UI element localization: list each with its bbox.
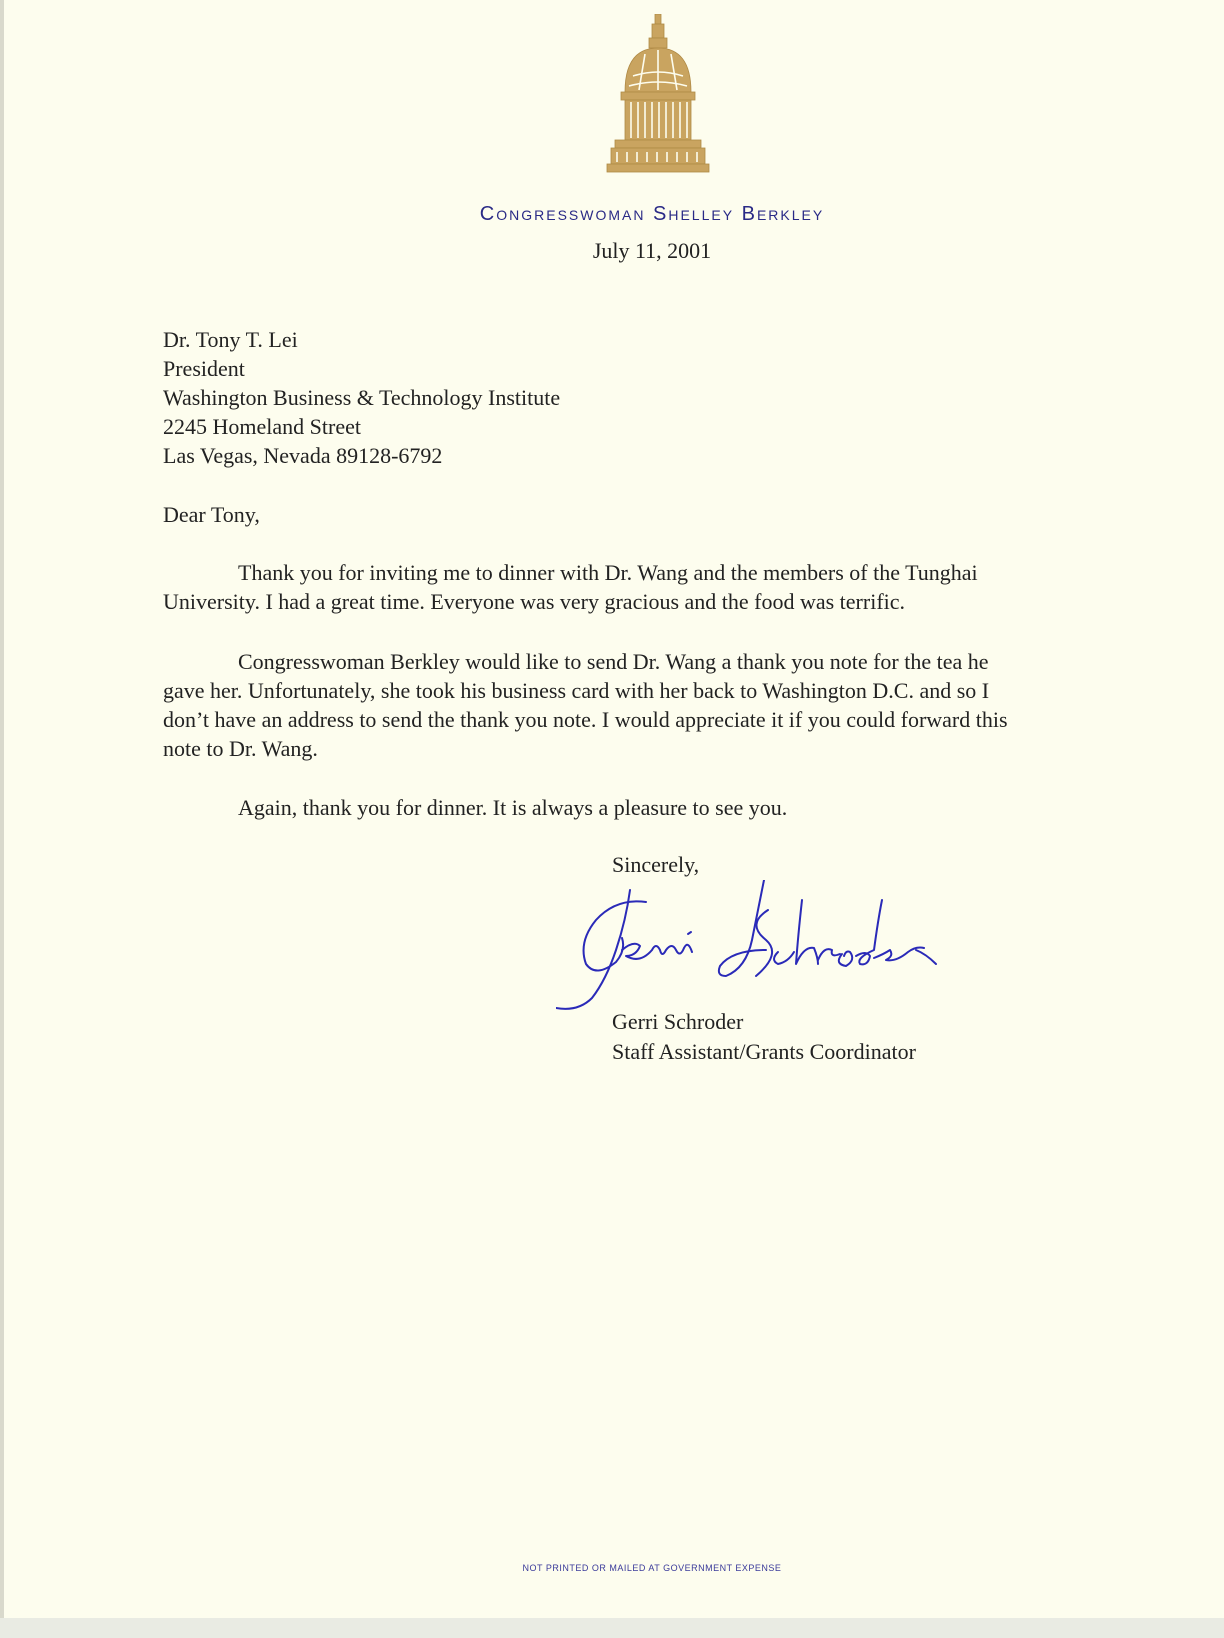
body-paragraph-1: [163, 558, 1138, 616]
recipient-name: Dr. Tony T. Lei: [163, 327, 298, 352]
recipient-address: [163, 325, 560, 470]
letterhead-name: Congresswoman Shelley Berkley: [479, 203, 825, 225]
salutation: Dear Tony,: [163, 502, 260, 527]
recipient-city-state-zip: Las Vegas, Nevada 89128-6792: [163, 443, 443, 468]
paragraph-line: Congresswoman Berkley would like to send Dr. Wang a thank you note for the tea he: [238, 649, 989, 674]
letter-date: July 11, 2001: [592, 238, 712, 263]
recipient-title: President: [163, 356, 245, 381]
paragraph-line: don’t have an address to send the thank you note. I would appreciate it if you could forward this: [163, 707, 1008, 732]
signer-name: Gerri Schroder: [612, 1009, 744, 1034]
signer-title: Staff Assistant/Grants Coordinator: [612, 1039, 916, 1064]
body-paragraph-3: [163, 793, 1138, 822]
handwritten-signature: [556, 880, 986, 1015]
paragraph-line: gave her. Unfortunately, she took his business card with her back to Washington D.C. and so I: [163, 678, 990, 703]
paragraph-line: University. I had a great time. Everyone was very gracious and the food was terrific.: [163, 589, 906, 614]
recipient-organization: Washington Business & Technology Institute: [163, 385, 561, 410]
signer-block: [612, 1007, 916, 1067]
paragraph-line: Thank you for inviting me to dinner with Dr. Wang and the members of the Tunghai: [238, 560, 978, 585]
paragraph-line: note to Dr. Wang.: [163, 736, 318, 761]
recipient-street: 2245 Homeland Street: [163, 414, 361, 439]
body-paragraph-2: [163, 647, 1138, 763]
capitol-dome-seal-icon: [605, 14, 711, 174]
footer-disclaimer: NOT PRINTED OR MAILED AT GOVERNMENT EXPENSE: [522, 1563, 782, 1573]
scan-edge-bottom: [0, 1618, 1224, 1638]
paragraph-line: Again, thank you for dinner. It is always a pleasure to see you.: [238, 795, 788, 820]
closing: Sincerely,: [612, 852, 700, 877]
